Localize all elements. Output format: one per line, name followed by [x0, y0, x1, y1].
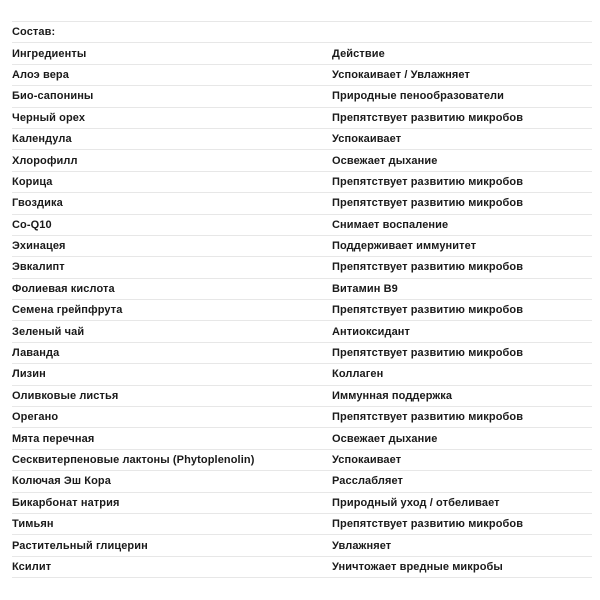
table-row: [12, 300, 592, 321]
ingredient-cell: Семена грейпфрута: [12, 304, 123, 317]
table-row: [12, 193, 592, 214]
ingredient-cell: Лаванда: [12, 347, 60, 360]
ingredient-cell: Растительный глицерин: [12, 539, 148, 552]
table-row: [12, 257, 592, 278]
table-row: [12, 215, 592, 236]
table-row: [12, 236, 592, 257]
ingredient-cell: Мята перечная: [12, 432, 95, 445]
action-cell: Иммунная поддержка: [332, 389, 453, 402]
action-cell: Снимает воспаление: [332, 218, 449, 231]
action-cell: Освежает дыхание: [332, 432, 438, 445]
section-title: Состав:: [12, 26, 56, 39]
action-cell: Природный уход / отбеливает: [332, 496, 500, 509]
ingredient-cell: Био-сапонины: [12, 90, 94, 103]
table-row: [12, 86, 592, 107]
action-cell: Природные пенообразователи: [332, 90, 504, 103]
table-row: [12, 343, 592, 364]
action-cell: Препятствует развитию микробов: [332, 261, 524, 274]
section-title-row: [12, 22, 592, 43]
ingredient-cell: Лизин: [12, 368, 46, 381]
action-cell: Антиоксидант: [332, 325, 411, 338]
action-cell: Увлажняет: [332, 539, 392, 552]
ingredient-cell: Орегано: [12, 411, 59, 424]
action-cell: Препятствует развитию микробов: [332, 175, 524, 188]
action-cell: Освежает дыхание: [332, 154, 438, 167]
ingredient-cell: Корица: [12, 175, 53, 188]
table-row: [12, 150, 592, 171]
table-row: [12, 364, 592, 385]
table-row: [12, 65, 592, 86]
action-cell: Витамин B9: [332, 282, 398, 295]
action-cell: Препятствует развитию микробов: [332, 347, 524, 360]
action-cell: Успокаивает: [332, 454, 402, 466]
action-cell: Препятствует развитию микробов: [332, 304, 524, 317]
table-row: [12, 514, 592, 535]
table-row: [12, 172, 592, 193]
table-row: [12, 129, 592, 150]
table-row: [12, 279, 592, 300]
table-row: [12, 493, 592, 514]
table-row: [12, 557, 592, 578]
action-cell: Коллаген: [332, 368, 384, 381]
column-header-ingredients: Ингредиенты: [12, 47, 87, 60]
ingredient-cell: Черный орех: [12, 111, 86, 124]
action-cell: Успокаивает: [332, 133, 402, 146]
table-row: [12, 535, 592, 556]
action-cell: Препятствует развитию микробов: [332, 111, 524, 124]
action-cell: Успокаивает / Увлажняет: [332, 68, 470, 81]
ingredient-cell: Календула: [12, 133, 72, 146]
table-row: [12, 108, 592, 129]
table-row: [12, 407, 592, 428]
action-cell: Препятствует развитию микробов: [332, 411, 524, 424]
ingredient-cell: Зеленый чай: [12, 325, 85, 338]
table-row: [12, 450, 592, 471]
action-cell: Препятствует развитию микробов: [332, 197, 524, 210]
table-row: [12, 428, 592, 449]
column-header-action: Действие: [332, 47, 385, 60]
ingredient-cell: Бикарбонат натрия: [12, 496, 120, 509]
action-cell: Поддерживает иммунитет: [332, 240, 477, 253]
ingredient-cell: Эхинацея: [12, 240, 66, 253]
action-cell: Препятствует развитию микробов: [332, 518, 524, 531]
composition-table: [12, 21, 592, 578]
ingredient-cell: Хлорофилл: [12, 154, 78, 167]
ingredient-cell: Колючая Эш Кора: [12, 475, 111, 488]
table-header-row: [12, 43, 592, 64]
ingredients-table-body: [12, 65, 592, 578]
table-row: [12, 471, 592, 492]
ingredient-cell: Фолиевая кислота: [12, 282, 115, 295]
ingredient-cell: Тимьян: [12, 518, 54, 531]
ingredient-cell: Гвоздика: [12, 197, 63, 210]
ingredient-cell: Сесквитерпеновые лактоны (Phytoplenolin): [12, 454, 255, 466]
ingredient-cell: Эвкалипт: [12, 261, 65, 274]
table-row: [12, 386, 592, 407]
table-row: [12, 321, 592, 342]
ingredient-cell: Алоэ вера: [12, 68, 69, 81]
ingredient-cell: Ксилит: [12, 560, 52, 573]
action-cell: Уничтожает вредные микробы: [332, 560, 503, 573]
ingredient-cell: Co-Q10: [12, 218, 52, 231]
action-cell: Расслабляет: [332, 475, 404, 488]
ingredient-cell: Оливковые листья: [12, 389, 119, 402]
